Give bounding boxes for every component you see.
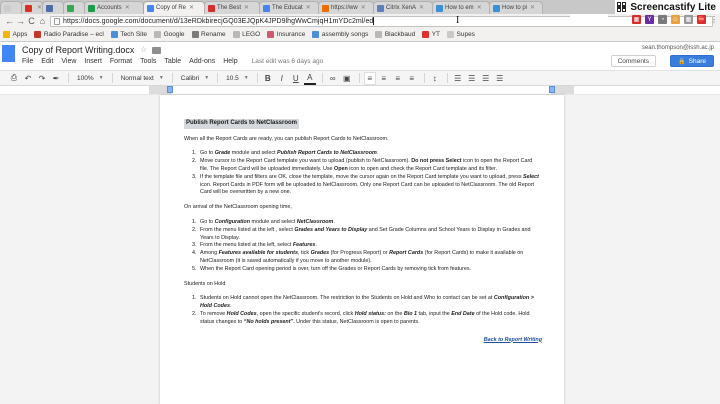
list-item-text: . (376, 150, 379, 157)
emphasized-text: Features (292, 242, 316, 249)
emphasized-text: End Date (451, 310, 475, 317)
list-item (198, 266, 542, 274)
browser-tab[interactable] (318, 1, 374, 14)
bookmark-favicon-icon (312, 31, 319, 38)
list-item-text: Among (200, 250, 219, 257)
docs-menubar (22, 58, 323, 65)
address-bar-url: https://docs.google.com/document/d/13eRDkbirecjGQ03EJQpK4JPD9lhgWwCmjqH1mYDc2ml/ed (63, 17, 374, 25)
toolbar-divider (172, 73, 173, 83)
list-item-text: To remove (200, 310, 227, 317)
list-item-text: icon to open and check the Report Card template and its filter. (347, 165, 498, 172)
adblock-icon[interactable]: ⛔ (697, 17, 706, 23)
chevron-down-icon: ▼ (98, 75, 104, 81)
bookmark-label: YT (431, 31, 440, 38)
redo-icon[interactable]: ↷ (38, 73, 46, 83)
emphasized-text: Hold status: (354, 310, 386, 317)
document-title[interactable]: Copy of Report Writing.docx (22, 45, 135, 55)
tab-label: The Best (217, 5, 242, 11)
bookmark-label: Tech Site (120, 31, 148, 38)
list-item-text: From the menu listed at the left , select (200, 226, 295, 233)
emphasized-text: Hold Codes (226, 310, 257, 317)
list-item-text: icon to open the Report Card file. The Report Card will be uploaded immediately. Use (200, 158, 533, 172)
tab-label: The Educat (272, 5, 303, 11)
indent-less-icon[interactable]: ☰ (482, 73, 490, 83)
list-item (198, 150, 542, 158)
close-icon[interactable]: ✕ (530, 5, 536, 11)
bookmark-label: LEGO (242, 31, 261, 38)
insert-image-icon[interactable]: ▣ (342, 73, 351, 83)
menu-item-format[interactable]: Format (109, 58, 133, 65)
toolbar-divider (112, 73, 113, 83)
tab-favicon-icon (322, 5, 329, 12)
menu-item-tools[interactable]: Tools (140, 58, 157, 65)
chevron-down-icon: ▼ (204, 75, 210, 81)
ruler-right-margin (552, 86, 574, 94)
font-value: Calibri (180, 74, 200, 82)
docs-header (0, 42, 720, 70)
browser-tab[interactable] (204, 1, 260, 14)
document-paragraph-arrival: On arrival of the NetClassroom opening time, (184, 204, 292, 211)
star-icon[interactable]: ☆ (140, 45, 148, 54)
emphasized-text: Grades (310, 250, 330, 257)
document-paragraph-students-on-hold: Students on Hold (184, 280, 226, 287)
list-item (198, 242, 542, 250)
menu-item-file[interactable]: File (22, 58, 34, 65)
list-item-text: From the menu listed at the left, select (200, 242, 293, 249)
align-left-icon[interactable]: ≡ (364, 72, 376, 85)
screencastify-icon[interactable]: ▦ (633, 17, 640, 23)
bookmark-favicon-icon (447, 31, 454, 38)
tab-label: https://ww (331, 5, 358, 11)
indent-marker-right[interactable] (549, 86, 555, 93)
list-item-text: (for Progress Report) or (329, 250, 390, 257)
bookmark-label: assembly songs (321, 31, 369, 38)
list-item-text: on the (385, 310, 404, 317)
bookmark-item[interactable] (233, 31, 261, 38)
paragraph-style-value: Normal text (120, 74, 154, 82)
menu-item-add-ons[interactable]: Add-ons (189, 58, 216, 65)
list-item-text: module and select (250, 218, 297, 225)
list-item (198, 158, 542, 174)
list-item (198, 174, 542, 197)
bookmark-label: Supes (456, 31, 475, 38)
browser-tab[interactable] (63, 1, 85, 14)
menu-item-insert[interactable]: Insert (84, 58, 102, 65)
last-edit-status[interactable]: Last edit was 6 days ago (251, 58, 324, 65)
emphasized-text: Grades and Years to Display (294, 226, 368, 233)
emphasized-text: Do not press Select (411, 158, 462, 165)
text-caret (373, 17, 374, 25)
browser-tab[interactable] (373, 1, 433, 14)
workspace-right-gutter (564, 95, 720, 404)
list-item-text: . Under this status, NetClassroom is open to parents. (293, 318, 420, 325)
home-icon[interactable]: ⌂ (39, 15, 46, 26)
bookmark-item[interactable] (34, 31, 103, 38)
document-list-hold (184, 295, 542, 326)
toolbar-divider (322, 73, 323, 83)
bookmark-favicon-icon (233, 31, 240, 38)
list-item (198, 227, 542, 243)
bookmark-item[interactable] (3, 31, 27, 38)
list-item-text: (for Report Cards) to make it available on NetClassroom (it is saved automatically if you move to another module). (200, 250, 524, 264)
paragraph-style-dropdown[interactable] (117, 72, 168, 85)
tab-label: Copy of Re (156, 5, 187, 11)
zoom-dropdown[interactable] (73, 72, 108, 85)
browser-tab[interactable] (489, 1, 543, 14)
toolbar-divider (257, 73, 258, 83)
share-button[interactable] (670, 55, 714, 67)
bookmark-favicon-icon (267, 31, 274, 38)
browser-toolbar (0, 14, 720, 28)
tab-favicon-icon (88, 5, 95, 12)
zoom-value: 100% (77, 74, 94, 82)
bookmark-label: Blackbaud (384, 31, 416, 38)
bookmark-item[interactable] (192, 31, 226, 38)
menu-item-table[interactable]: Table (164, 58, 182, 65)
bookmark-label: Radio Paradise – ecl (43, 31, 104, 38)
emphasized-text: “No holds present” (243, 318, 294, 325)
indent-more-icon[interactable]: ☰ (496, 73, 504, 83)
list-item-text: module and select (230, 150, 278, 157)
insert-link-icon[interactable]: ∞ (329, 73, 336, 83)
document-list-publish (184, 150, 542, 197)
document-ruler[interactable] (0, 86, 720, 95)
font-dropdown[interactable] (177, 72, 213, 85)
tab-favicon-icon (4, 5, 11, 12)
list-item-text: , tick (297, 250, 311, 257)
browser-tab[interactable] (259, 1, 319, 14)
bookmark-item[interactable] (375, 31, 415, 38)
bookmark-item[interactable] (312, 31, 368, 38)
list-item-text: When the Report Card opening period is over, turn off the Grades or Report Cards by removing tick from features. (200, 265, 472, 272)
bookmark-item[interactable] (422, 31, 440, 38)
ruler-track (170, 86, 552, 94)
tab-favicon-icon (208, 5, 215, 12)
lock-icon: 🔒 (678, 58, 686, 65)
browser-menu-icon[interactable]: ⋮ (710, 14, 718, 24)
list-item-text: of the Hold code. Hold status changes to (200, 310, 530, 325)
bookmarks-bar (0, 28, 720, 42)
document-workspace (0, 95, 720, 404)
list-item-text: icon. Report Cards in PDF form will be uploaded to NetClassroom. Only one Report Card can be uploaded to NetClassroom. The old Report Card will be overwritten by a new one. (200, 181, 534, 196)
font-size-value: 10.5 (226, 74, 239, 82)
browser-tab[interactable] (21, 1, 43, 14)
screencastify-overlay (615, 0, 720, 14)
bookmark-item[interactable] (111, 31, 147, 38)
bookmark-item[interactable] (154, 31, 184, 38)
tab-favicon-icon (436, 5, 443, 12)
docs-toolbar (0, 70, 720, 86)
bookmark-favicon-icon (34, 31, 41, 38)
menu-item-help[interactable]: Help (223, 58, 238, 65)
bookmark-favicon-icon (422, 31, 429, 38)
menu-item-edit[interactable]: Edit (41, 58, 54, 65)
clock-icon[interactable]: ◔ (658, 15, 667, 24)
browser-tab[interactable] (84, 1, 144, 14)
close-icon[interactable]: ✕ (124, 5, 130, 11)
back-icon[interactable]: ← (5, 15, 14, 26)
list-item-text: If the template file and filters are OK, close the template, move the cursor again on the Report Card template you want to upload, press (200, 173, 524, 180)
bookmark-favicon-icon (3, 31, 10, 38)
toolbar-divider (68, 73, 69, 83)
emphasized-text: Configuration (214, 218, 251, 225)
tab-favicon-icon (377, 5, 384, 12)
tab-favicon-icon (263, 5, 270, 12)
tab-label: Accounts (97, 5, 122, 11)
bookmark-label: Insurance (276, 31, 306, 38)
mouse-ibeam-cursor: I (456, 15, 460, 26)
bullet-list-icon[interactable]: ☰ (468, 73, 476, 83)
overlay-white-patch (570, 14, 608, 26)
tab-favicon-icon (67, 5, 74, 12)
tab-label: How to em (445, 5, 474, 11)
emphasized-text: Open (334, 165, 348, 172)
emphasized-text: NetClassroom (296, 218, 334, 225)
bold-button[interactable]: B (264, 73, 271, 83)
list-item-text: Move cursor to the Report Card template you want to upload (publish to NetClassroom). (200, 158, 412, 165)
back-to-report-writing-link[interactable]: Back to Report Writing (483, 336, 542, 343)
emphasized-text: Features available for students (218, 250, 298, 257)
toolbar-divider (217, 73, 218, 83)
toolbar-divider (447, 73, 448, 83)
chevron-down-icon: ▼ (243, 75, 249, 81)
docs-logo-icon[interactable] (2, 45, 15, 62)
browser-tab[interactable] (0, 1, 22, 14)
emphasized-text: Report Cards (389, 250, 424, 257)
address-bar[interactable] (50, 16, 713, 27)
account-email[interactable]: sean.thompson@issh.ac.jp (641, 45, 714, 51)
line-spacing-icon[interactable]: ↕ (432, 73, 437, 83)
share-button-label: Share (688, 57, 706, 65)
tab-favicon-icon (46, 5, 53, 12)
emphasized-text: Configuration > Hold Codes (200, 295, 534, 310)
align-center-icon[interactable]: ≡ (381, 73, 387, 83)
emphasized-text: Bio 1 (403, 310, 418, 317)
chevron-down-icon: ▼ (158, 75, 164, 81)
align-justify-icon[interactable]: ≡ (409, 73, 415, 83)
list-item-text: , open the specific student's record, click (256, 310, 355, 317)
list-item-text: Go to (200, 218, 215, 225)
page-info-icon[interactable] (54, 18, 60, 25)
font-size-stepper[interactable] (222, 72, 253, 85)
bookmark-favicon-icon (375, 31, 382, 38)
browser-tab-strip (0, 0, 720, 14)
forward-icon[interactable]: → (16, 15, 25, 26)
underline-button[interactable]: U (292, 73, 299, 83)
bookmark-label: Apps (12, 31, 28, 38)
screencastify-logo-icon (617, 2, 627, 12)
tab-favicon-icon (493, 5, 500, 12)
list-item-text: tab, input the (417, 310, 452, 317)
list-item (198, 219, 542, 227)
text-color-button[interactable]: A (304, 72, 316, 85)
numbered-list-icon[interactable]: ☰ (454, 73, 462, 83)
tab-label: Citrix XenA (386, 5, 417, 11)
move-to-folder-icon[interactable] (152, 47, 161, 54)
comments-button[interactable]: Comments (611, 55, 656, 67)
close-icon[interactable]: ✕ (305, 5, 311, 11)
bookmark-item[interactable] (447, 31, 475, 38)
list-item-text: Go to (200, 150, 215, 157)
close-icon[interactable]: ✕ (360, 5, 366, 11)
close-icon[interactable]: ✕ (244, 5, 250, 11)
close-icon[interactable]: ✕ (189, 5, 195, 11)
list-item (198, 311, 542, 327)
workspace-left-gutter (0, 95, 160, 404)
bookmark-item[interactable] (267, 31, 305, 38)
bookmark-favicon-icon (111, 31, 118, 38)
toolbar-divider (359, 73, 360, 83)
yahoo-icon[interactable]: Y (645, 15, 654, 24)
list-item (198, 250, 542, 266)
list-item-text: Students on Hold cannot open the NetClassroom. The restriction to the Students on Hold and Who to contact can be set at (200, 295, 494, 302)
emphasized-text: Select (523, 173, 539, 180)
tab-label: How to pi (502, 5, 528, 11)
emphasized-text: Publish Report Cards to NetClassroom (277, 150, 377, 157)
document-page[interactable] (160, 95, 564, 404)
document-heading: Publish Report Cards to NetClassroom (184, 119, 299, 129)
close-icon[interactable]: ✕ (37, 5, 43, 11)
toolbar-divider (424, 73, 425, 83)
close-icon[interactable]: ✕ (476, 5, 482, 11)
person-icon[interactable]: ☺ (672, 16, 679, 23)
bookmark-favicon-icon (154, 31, 161, 38)
document-intro-paragraph: When all the Report Cards are ready, you can publish Report Cards to NetClassroom. (184, 135, 389, 142)
bookmark-favicon-icon (192, 31, 199, 38)
list-item-text: . (315, 242, 317, 249)
grid-icon[interactable]: ▦ (685, 17, 692, 23)
document-content[interactable] (184, 119, 542, 344)
browser-tab[interactable] (42, 1, 64, 14)
tab-favicon-icon (25, 5, 32, 12)
undo-icon[interactable]: ↶ (24, 73, 32, 83)
close-icon[interactable]: ✕ (419, 5, 425, 11)
paint-format-icon[interactable]: ✒ (52, 73, 60, 83)
menu-item-view[interactable]: View (61, 58, 77, 65)
browser-tab[interactable] (143, 1, 205, 14)
tab-favicon-icon (147, 5, 154, 12)
screencastify-title: Screencastify Lite (630, 1, 716, 13)
list-item-text: . (333, 218, 335, 225)
italic-button[interactable]: I (280, 73, 283, 83)
bookmark-label: Google (163, 31, 185, 38)
bookmark-label: Rename (201, 31, 226, 38)
list-item (198, 295, 542, 311)
print-icon[interactable]: ⎙ (10, 73, 18, 82)
align-right-icon[interactable]: ≡ (395, 73, 401, 83)
browser-tab[interactable] (432, 1, 490, 14)
document-list-configuration (184, 219, 542, 274)
extension-icons-row (628, 15, 718, 24)
list-item-text: . (229, 303, 232, 310)
list-item-text: and Set Grade Columns and School Years to Display in Grades and Years to Display. (200, 226, 531, 241)
indent-marker-left[interactable] (167, 86, 173, 93)
reload-icon[interactable]: C (28, 15, 35, 26)
emphasized-text: Grade (214, 150, 231, 157)
